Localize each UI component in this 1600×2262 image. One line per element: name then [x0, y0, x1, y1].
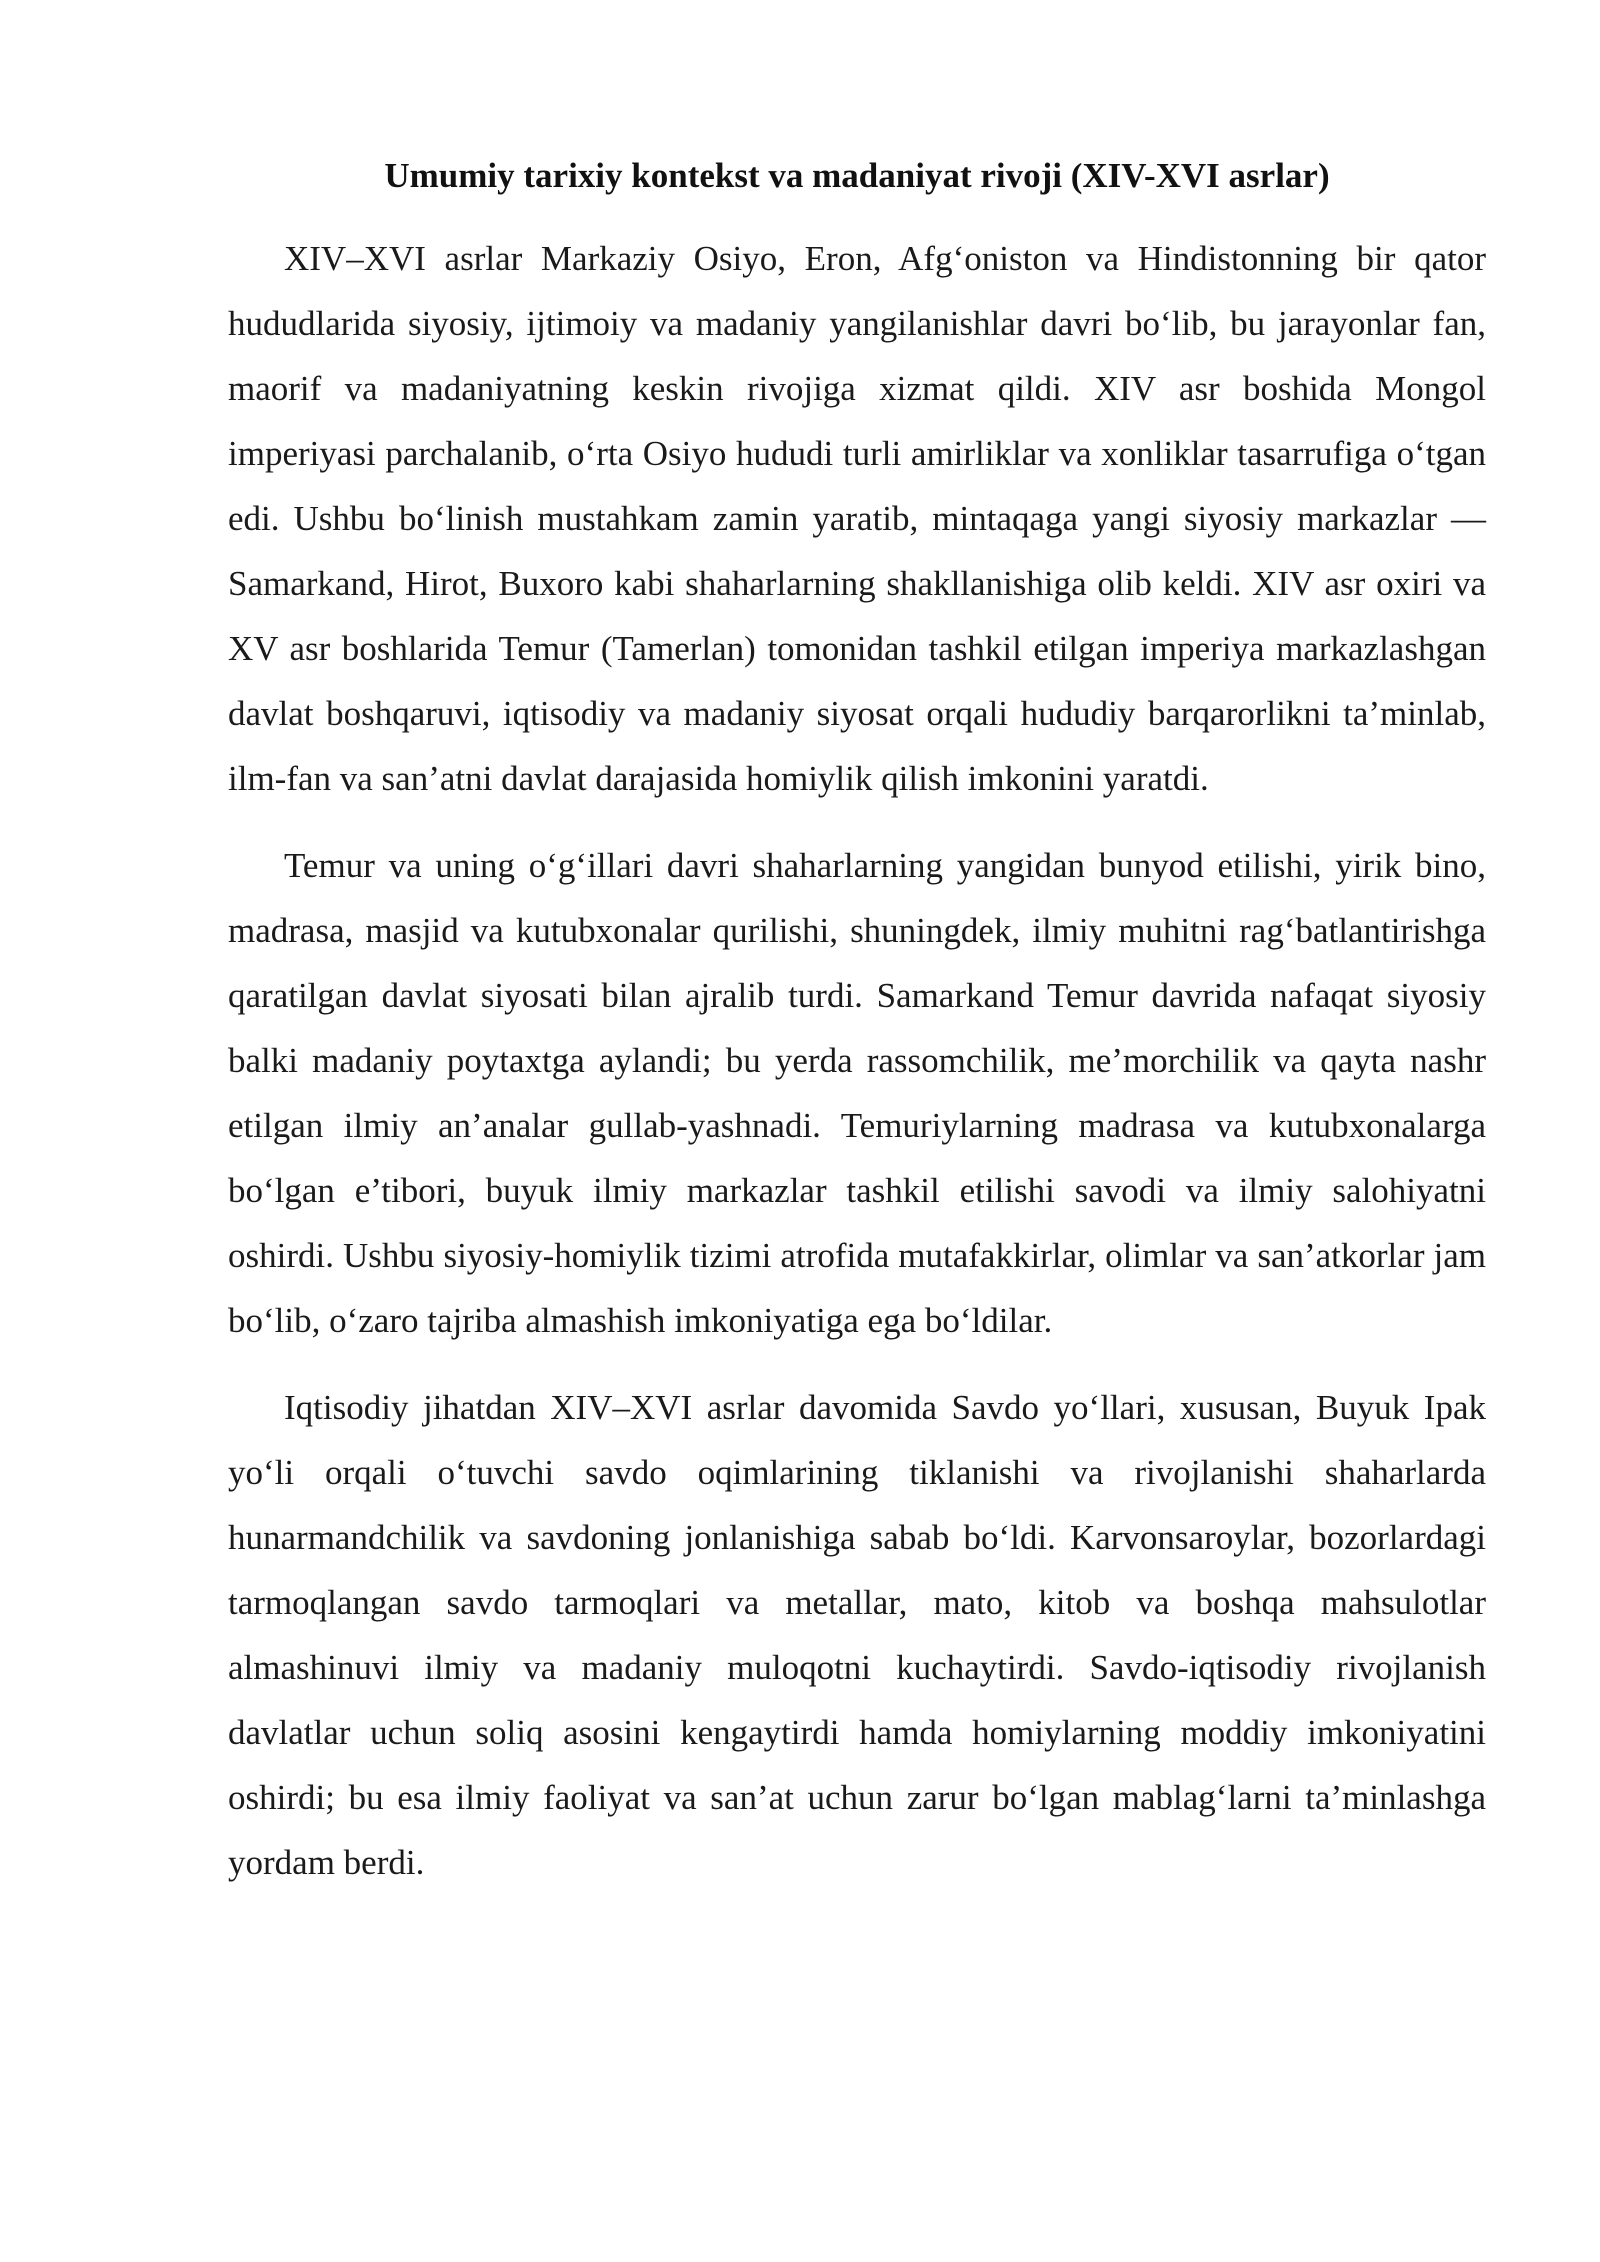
- paragraph-3: Iqtisodiy jihatdan XIV–XVI asrlar davomida Savdo yo‘llari, xususan, Buyuk Ipak yo‘li orqali o‘tuvchi savdo oqimlarining tiklanishi va rivojlanishi shaharlarda hunarmandchilik va savdoning jonlanishiga sabab bo‘ldi. Karvonsaroylar, bozorlardagi tarmoqlangan savdo tarmoqlari va metallar, mato, kitob va boshqa mahsulotlar almashinuvi ilmiy va madaniy muloqotni kuchaytirdi. Savdo-iqtisodiy rivojlanish davlatlar uchun soliq asosini kengaytirdi hamda homiylarning moddiy imkoniyatini oshirdi; bu esa ilmiy faoliyat va san’at uchun zarur bo‘lgan mablag‘larni ta’minlashga yordam berdi.: [228, 1388, 1486, 1882]
- document-title: Umumiy tarixiy kontekst va madaniyat rivoji (XIV-XVI asrlar): [384, 156, 1330, 195]
- document-page: [228, 140, 1486, 1917]
- paragraph-1: XIV–XVI asrlar Markaziy Osiyo, Eron, Afg‘oniston va Hindistonning bir qator hududlarida siyosiy, ijtimoiy va madaniy yangilanishlar davri bo‘lib, bu jarayonlar fan, maorif va madaniyatning keskin rivojiga xizmat qildi. XIV asr boshida Mongol imperiyasi parchalanib, o‘rta Osiyo hududi turli amirliklar va xonliklar tasarrufiga o‘tgan edi. Ushbu bo‘linish mustahkam zamin yaratib, mintaqaga yangi siyosiy markazlar — Samarkand, Hirot, Buxoro kabi shaharlarning shakllanishiga olib keldi. XIV asr oxiri va XV asr boshlarida Temur (Tamerlan) tomonidan tashkil etilgan imperiya markazlashgan davlat boshqaruvi, iqtisodiy va madaniy siyosat orqali hududiy barqarorlikni ta’minlab, ilm-fan va san’atni davlat darajasida homiylik qilish imkonini yaratdi.: [228, 239, 1486, 798]
- paragraph-2: Temur va uning o‘g‘illari davri shaharlarning yangidan bunyod etilishi, yirik bino, madrasa, masjid va kutubxonalar qurilishi, shuningdek, ilmiy muhitni rag‘batlantirishga qaratilgan davlat siyosati bilan ajralib turdi. Samarkand Temur davrida nafaqat siyosiy balki madaniy poytaxtga aylandi; bu yerda rassomchilik, me’morchilik va qayta nashr etilgan ilmiy an’analar gullab-yashnadi. Temuriylarning madrasa va kutubxonalarga bo‘lgan e’tibori, buyuk ilmiy markazlar tashkil etilishi savodi va ilmiy salohiyatni oshirdi. Ushbu siyosiy-homiylik tizimi atrofida mutafakkirlar, olimlar va san’atkorlar jam bo‘lib, o‘zaro tajriba almashish imkoniyatiga ega bo‘ldilar.: [228, 846, 1486, 1340]
